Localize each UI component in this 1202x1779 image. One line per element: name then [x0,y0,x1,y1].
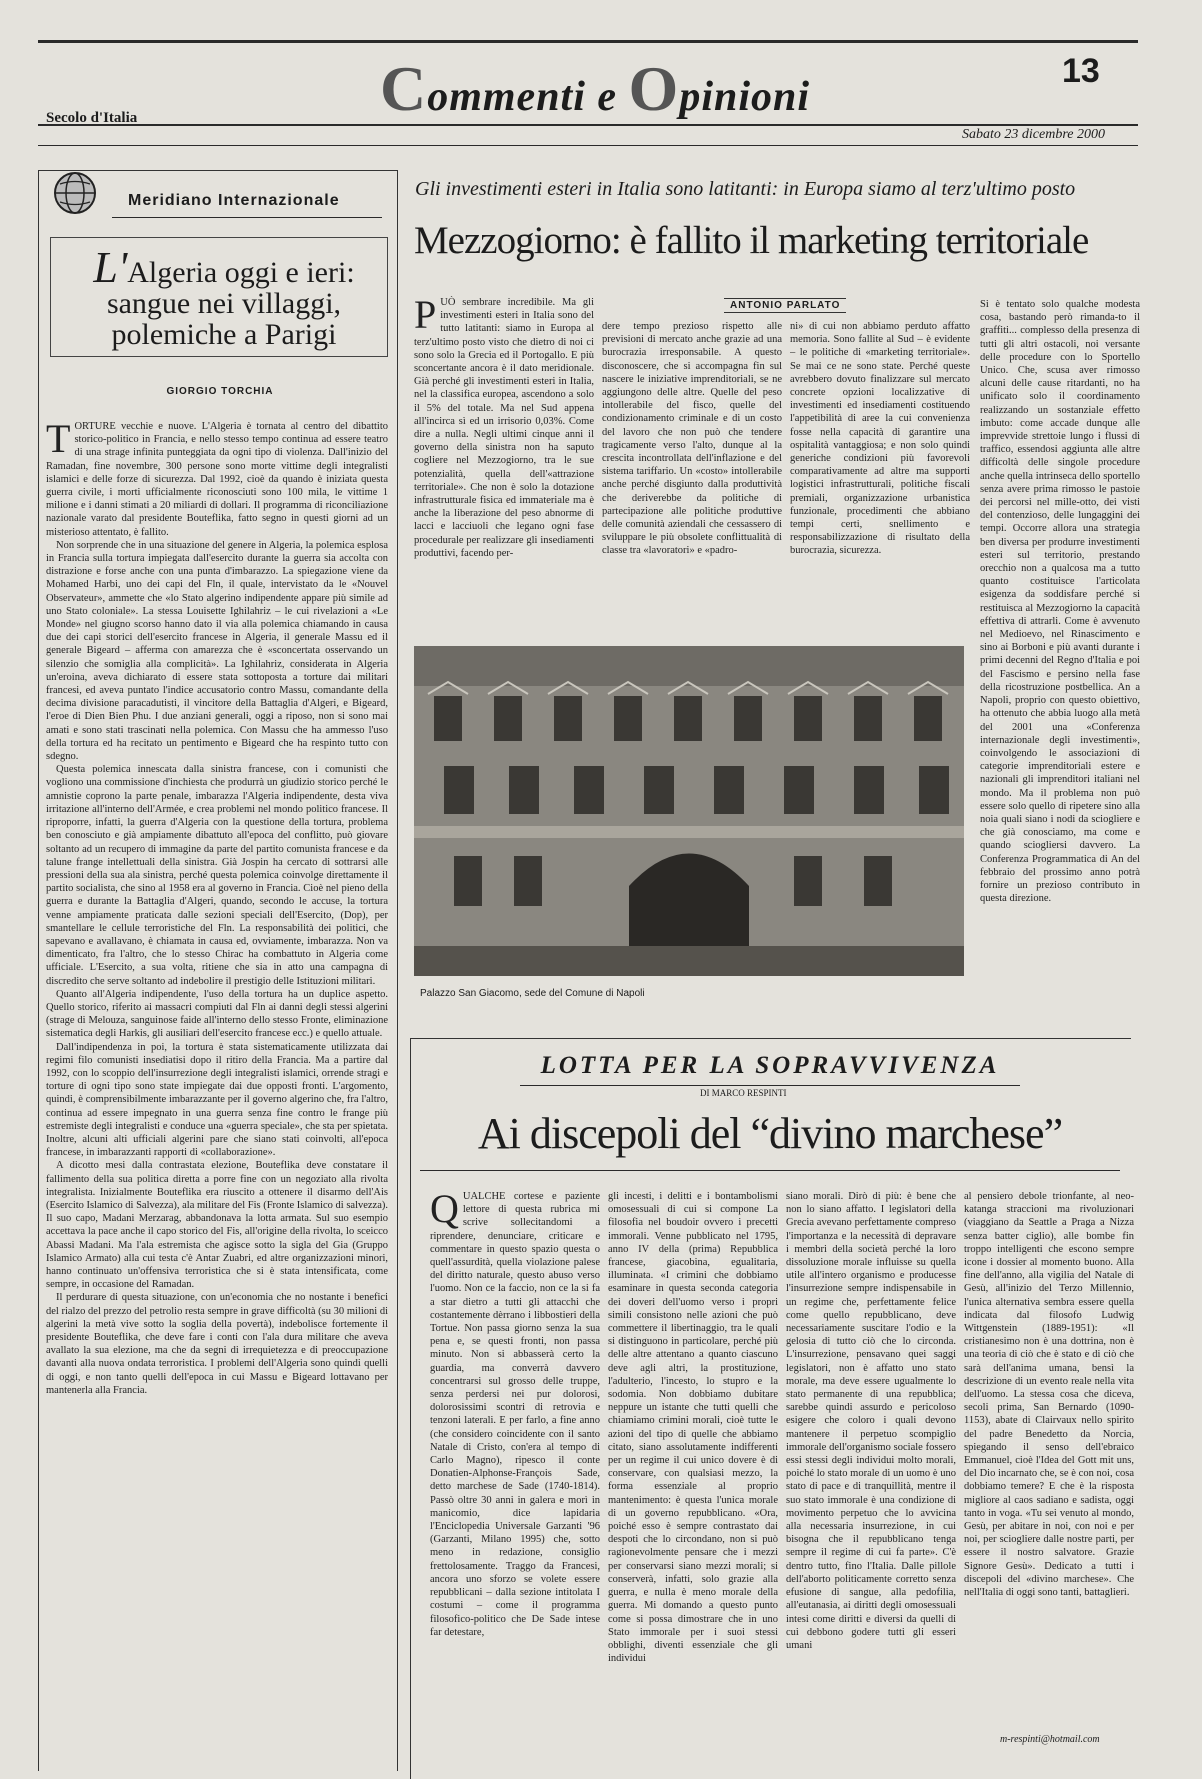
date-rule [38,145,1138,146]
mezzogiorno-col-2: dere tempo prezioso rispetto alle previsioni di mercato anche grazie ad una burocrazia irresponsabile. A questo disconoscere, che si accompagna fin sul nascere le iniziative imprenditoriali, se ne aggiungono delle altre. Quelle del peso intollerabile del fisco, quelle del condizionamento criminale e di un costo del lavoro che non può che tendere tragicamente verso l'alto, dunque al la crescita incontrollata dell'inflazione e del sistema tariffario. Un «costo» intollerabile anche perché disgiunto dalla produttività che deriverebbe da politiche di partecipazione alle politiche produttive delle comunità aziendali che cessassero di sviluppare le più obsolete conflittualità di classe tra «lavoratori» e «padro- [602,321,782,557]
algeria-headline [64,243,384,351]
lotta-col-2: gli incesti, i delitti e i bontambolismi omosessuali di cui si compone La filosofia nel boudoir ovvero i precetti immorali. Venne pubblicato nel 1795, anno IV della (prima) Repubblica francese, giacobina, egualitaria, illuminata. «I crimini che dobbiamo esaminare in questa seconda categoria dei doveri dell'uomo verso i propri simili consistono nelle azioni che può commettere il libertinaggio, tra le quali si distinguono in particolare, perché più delle altre attentano a quanto ciascuno deve agli altri, la prostituzione, l'adulterio, l'incesto, lo stupro e la sodomia. Non dobbiamo dubitare neppure un istante che tutti quelli che chiamiamo crimini morali, cioè tutte le azioni del tipo di quelle che abbiamo citato, siano assolutamente indifferenti per un regime il cui unico dovere è di conservare, con qualsiasi mezzo, la forma essenziale al proprio mantenimento: è questa l'unica morale di un governo repubblicano. «Ora, poiché esso è sempre contrastato dai despoti che lo circondano, non si può ragionevolmente pensare che i mezzi per conservarsi siano mezzi morali; si conserverà, infatti, solo grazie alla guerra, e nulla è meno morale della guerra. Mi domando a questo punto come si possa dimostrare che in uno Stato immorale per i suoi stessi obblighi, diventi essenziale che gli individui [608,1191,778,1665]
mezzogiorno-col-3: ni» di cui non abbiamo perduto affatto memoria. Sono fallite al Sud – è evidente – le politiche di «marketing territoriale». Se mai ce ne sono state. Perché queste avrebbero dovuto finalizzare sul mercato concrete opzioni localizzative di investimenti ed insediamenti costituendo l'appetibilità di aree la cui convenienza fosse nella capacità di garantire una ospitalità vantaggiosa; e non solo quindi generiche condizioni più favorevoli comparativamente ad altre ma supporti logistici infrastrutturali, politiche fiscali premiali, organizzazione urbanistica funzionale, procedimenti che abbiano tempi certi, snellimento e responsabilizzazione di risultato della burocrazia, sicurezza. [790,321,970,557]
mezzogiorno-col-4: Si è tentato solo qualche modesta cosa, bastando però rimanda-to il graffiti... complesso della presenza di tutti gli altri ostacoli, noi versante delle procedure con lo Sportello Unico. Che, scusa aver rimosso alcuni delle cause ritardanti, no ha unificato solo il coordinamento realizzando un sostanziale effetto imbuto: come accade dunque alle imprevvide strettoie lungo i flussi di traffico, essendosi aggiunta alle altre difficoltà delle singole procedure anche quella intrinseca dello sportello senza avere prima rimosso le pastoie dei percorsi nel mille-otto, dei visti del contenzioso, delle lungaggini dei tempi. Occorre allora una strategia ben diversa per produrre investimenti esteri sul territorio, prestando orecchio non a qualcosa ma a tutto quanto costituisce l'articolata esigenza da soddisfare perché si restituisca al Mezzogiorno la capacità effettiva di attrarli. Come è avvenuto nel Medioevo, nel Rinascimento e sino ai Borboni e più avanti durante i primi decenni del Regno d'Italia e poi del Fascismo e persino nella fase della ricostruzione postbellica. An a Napoli, proprio con questo obiettivo, ha ottenuto che abbia luogo alla metà del 2001 una «Conferenza internazionale degli investimenti», coinvolgendo le associazioni di categorie imprenditoriali estere e nazionali gli imprenditori italiani nel mondo. Ma il problema non può essere solo quello di ripetere sino alla noia quali siano i nodi da sciogliere e che già conosciamo, ma come e quando sciogliersi davvero. La Conferenza Programmatica di An del febbraio del prossimo anno potrà fornire un prezioso contributo in questa direzione. [980,299,1140,905]
lotta-title-rule [520,1085,1020,1086]
algeria-paragraph: Questa polemica innescata dalla sinistra francese, con i comunisti che vogliono una commissione d'inchiesta che produrrà un giudizio storico perché le amnistie coprono la parte penale, imbarazza l'Algeria indipendente, desta viva irritazione all'interno dell'Armée, e crea problemi nel mondo politico francese. Il riproporre, infatti, la guerra d'Algeria con la questione della tortura, problema ben conosciuto e già ampiamente dibattuto all'epoca del conflitto, può giovare soltanto ad un recupero di immagine da parte del partito comunista francese e da talune frange intellettuali della sinistra. Già Jospin ha cercato di sottrarsi alle pressioni della sua ala sinistra, perché questa polemica coinvolge direttamente il partito socialista, che sino al 1958 era al governo in Francia. Cioè nel pieno della guerra e durante la Battaglia d'Algeri, quando, secondo le accuse, la tortura venne ampiamente praticata dalle sezioni speciali dell'Esercito, (Dop), per smantellare le cellule terroristiche del Fln. La responsabilità dei politici, che sapevano e avallavano, è chiamata in causa ed, ovviamente, imbarazza. Non va dimenticato, fra l'altro, che lo stesso Chirac ha combattuto in Algeria come ufficiale. L'Esercito, a sua volta, ritiene che sia in atto una campagna di discredito che serve soltanto ad indebolire il prestigio delle Istituzioni militari. [46,764,388,987]
lotta-byline: DI MARCO RESPINTI [700,1088,787,1098]
masthead: Secolo d'Italia [46,110,138,126]
mezzogiorno-author: ANTONIO PARLATO [724,298,846,313]
lotta-email: m-respinti@hotmail.com [1000,1734,1100,1745]
algeria-article-body [46,420,388,1750]
algeria-paragraph: Quanto all'Algeria indipendente, l'uso della tortura ha un duplice aspetto. Quello storico, riferito ai massacri compiuti dal Fln ai danni degli stessi algerini (strage di Melouza, sanguinose faide all'interno dello stesso Fronte, eliminazione sistematica degli Harkis, gli ausiliari dell'esercito francese ecc.) e quello attuale. [46,988,388,1040]
mezzogiorno-text-1: UÒ sembrare incredibile. Ma gli investimenti esteri in Italia sono del tutto latitanti: siamo in Europa al terz'ultimo posto visto che dietro di noi ci sono solo la Grecia ed il Portogallo. E più sconcertante ancora è il dato meridionale. Già perché gli investimenti esteri in Italia, nel la classifica europea, ascendono a solo il 5% del totale. Ma nel Sud appena all'incirca sì ed un irrisorio 0,03%. Come dire a nulla. Negli ultimi cinque anni il governo della sinistra non ha saputo cogliere nel Mezzogiorno, tra le sue potenzialità, quella dell'«attrazione territoriale». Che non è solo la dotazione infrastrutturale fisica ed immateriale ma è anche la liberazione del peso abnorme di lacci e lacciuoli che legano ogni fase procedurale per realizzare gli insediamenti produttivi, facendo per- [414,297,594,559]
photo-caption: Palazzo San Giacomo, sede del Comune di Napoli [420,988,645,999]
lotta-col-1 [430,1190,600,1750]
issue-date: Sabato 23 dicembre 2000 [962,127,1105,142]
section-initial-c: C [380,53,428,124]
mezzogiorno-headline: Mezzogiorno: è fallito il marketing territoriale [414,219,1089,262]
headline-line-3: polemiche a Parigi [111,318,337,351]
mezzogiorno-dropcap: P [414,296,437,337]
lotta-col-3: siano morali. Dirò di più: è bene che non lo siano affatto. I legislatori della Grecia avevano perfettamente compreso l'importanza e la necessità di depravare i membri della società perché la loro dissoluzione morale influisse su quella utile all'intero organismo e producesse l'insurrezione sempre indispensabile in un regime che, perfettamente felice come quello repubblicano, deve necessariamente suscitare l'odio e la gelosia di tutto ciò che lo circonda. L'insurrezione, pensavano quei saggi legislatori, non è affatto uno stato morale, ma deve essere ugualmente lo stato permanente di una repubblica; sarebbe quindi assurdo e pericoloso esigere che coloro i quali devono mantenere il perpetuo scompiglio immorale dell'organismo sociale fossero essi stessi degli individui molto morali, poiché lo stato morale di un uomo è uno stato di pace e di tranquillità, mentre il suo stato immorale è una condizione di movimento perpetuo che lo avvicina alla necessaria insurrezione, in cui bisogna che il repubblicano tenga sempre il regime di cui fa parte». C'è dentro tutto, fino l'Italia. Dalle pillole dell'aborto politicamente corretto senza efusione di sangue, alla pedofilia, all'eutanasia, ai diritti degli omosessuali intesi come diritti e diversi da quelli di cui debbono godere tutti gli esseri umani [786,1191,956,1651]
algeria-paragraph: Il perdurare di questa situazione, con un'economia che no nostante i benefici del rialzo del prezzo del petrolio resta sempre in grave difficoltà (su 30 milioni di algerini la metà vive sotto la soglia della povertà), indebolisce fortemente il presidente Bouteflika, che deve fare i conti con l'ala dura militare che aveva avallato la sua elezione, ma che da segni di irrequietezza e di preoccupazione davanti alla nuova ondata terroristica. I problemi dell'Algeria sono quindi quelli di oggi, e non tanto quelli dell'epoca in cui Massu e Bigeard lottavano per mantenerla alla Francia. [46,1292,388,1396]
lotta-column-title: LOTTA PER LA SOPRAVVIVENZA [540,1052,1000,1079]
section-title [380,52,810,126]
lotta-dropcap: Q [430,1190,459,1231]
lotta-col-4: al pensiero debole trionfante, al neo-katanga straccioni ma rivoluzionari (viaggiano da Seattle a Praga a Nizza senza batter ciglio), alle bombe fin troppo intelligenti che escono sempre icone i dossier al momento buono. Alla fine dell'anno, alla vigilia del Natale di Gesù, all'inizio del Terzo Millennio, l'unica alternativa sembra essere quella indicata dal filosofo Ludwig Wittgenstein (1889-1951): «Il cristianesimo non è una dottrina, non è una teoria di ciò che è stato e di ciò che sarà dell'anima umana, bensì la descrizione di un evento reale nella vita dell'uomo. La stessa cosa che diceva, secoli prima, San Bernardo (1090-1153), abate di Clairvaux nello spirito del padre Benedetto da Norcia, spiegando il senso dell'ebraico Emmanuel, cioè l'Idea del Gott mit uns, del Dio incarnato che, se è con noi, cosa dobbiamo temere? E che è la risposta migliore al caos sadiano e sadista, oggi tanto in voga. «Tu sei venuto al mondo, Gesù, per abitare in noi, con noi e per noi, per sciogliere dalle nostre parti, per essere il nostro salvatore. Grazie Signore Gesù». Dedicato a tutti i discepoli del «divino marchese». Che nell'Italia di oggi sono tanti, battaglieri. [964,1191,1134,1599]
section-text-1: ommenti e [427,74,629,120]
headline-initial: L' [93,243,128,292]
algeria-paragraph: Dall'indipendenza in poi, la tortura è stata sistematicamente utilizzata dai regimi filo comunisti insediatisi dopo il ritiro della Francia. Ma a partire dal 1992, con lo scoppio dell'insurrezione degli integralisti islamici, orrende stragi e torture di ogni tipo sono state impiegate dai due opposti fronti. L'argomento, quindi, è comprensibilmente imbarazzante per il governo algerino che, fra l'altro, continua ad essere impegnato in una guerra senza fine contro le frange più estremiste degli integralisti e conduce una «guerra speciale», che sta per spietata. Inoltre, alcuni alti ufficiali algerini pare che siano stati coinvolti, all'epoca francese, in imbarazzanti rapporti di «collaborazione». [46,1041,388,1159]
column-label-rule [112,217,382,218]
algeria-author: GIORGIO TORCHIA [166,386,274,397]
section-text-2: pinioni [679,74,811,120]
lotta-headline: Ai discepoli del “divino marchese” [477,1109,1063,1158]
globe-icon [52,170,98,216]
column-label: Meridiano Internazionale [128,192,340,209]
algeria-paragraph: Non sorprende che in una situazione del genere in Algeria, la polemica esplosa in Francia sulla tortura impiegata dall'esercito durante la guerra sia accolta con distrazione e forse anche con una punta d'imbarazzo. La spiegazione viene da Mohamed Harbi, uno dei capi del Fln, il quale, intervistato da le «Nouvel Observateur», ammette che «lo Stato algerino indipendente appare più simile ad uno Stato coloniale». La stessa Louisette Ighilahriz – le cui rivelazioni a «Le Monde» nel giugno scorso hanno dato il via alla polemica chiamando in causa due dei capi storici dell'esercito francese in Algeria, il generale Massu ed il generale Bigeard – afferma con amarezza che è «sconcertata osservando un silenzio che somiglia alla complicità». La Ighilahriz, considerata in Algeria un'eroina, aveva dichiarato di essere stata sottoposta a torture dai militari francesi, ed aveva puntato l'indice accusatorio contro Massu, comandante della decima divisione paracadutisti, il vincitore della Battaglia d'Algeri, e Bigeard, l'eroe di Dien Bien Phu. I due anziani generali, oggi a riposo, non si sono mai amati e sono stati trascinati nella polemica. Con Massu che ha ammesso l'uso della tortura ed ha recitato un pentimento e Bigeard che ha respinto tutto con sdegno. [46,539,388,763]
algeria-paragraph: A dicotto mesi dalla contrastata elezione, Bouteflika deve constatare il fallimento della sua politica diretta a porre fine con un negoziato alla rivolta integralista. Inizialmente Bouteflika era riuscito a ottenere il disarmo dell'Ais (Esercito Islamico di Salvezza), ala militare del Fis (Fronte Islamico di salvezza). Il suo capo, Madani Merzarag, abbandonava la lotta armata. Sul suo esempio accettava la pace anche il capo storico del Fis, all'origine della rivolta, lo sceicco Abassi Madani. Ma l'ala estremista che agisce sotto la sigla del Gia (Gruppo Islamico Armato) alla cui testa c'è Antar Zuabri, ed altre organizzazioni minori, hanno continuato un'offensiva terroristica che si è stata intensificata, come sempre, in occasione del Ramadan. [46,1160,388,1291]
algeria-dropcap: T [46,420,71,461]
lotta-headline-rule [420,1170,1120,1171]
page-number: 13 [1062,52,1100,90]
lotta-text-1: UALCHE cortese e paziente lettore di questa rubrica mi scrive sollecitandomi a riprendere, denunciare, criticare e commentare in questo spazio questa o quell'assurdità, quella violazione palese del diritto naturale, questo abuso verso l'uomo. Non ce la faccio, non ce la si fa a star dietro a tutti gli attacchi che costantemente dèrrano i libbostieri della Tortue. Non passa giorno senza la sua pena e, se questi fronti, non passa minuto. Non si abbasserà certo la guardia, ma converrà davvero concentrarsi sul grosso delle truppe, senza perdersi nei pur dolorosi, dolorosissimi scontri di retrovia e tenzoni laterali. E per farlo, a fine anno (che considero coincidente con il santo Natale di Cristo, con'era al tempo di Carlo Magno), ripesco il conte Donatien-Alphonse-François Sade, detto marchese de Sade (1740-1814). Passò oltre 30 anni in galera e morì in manicomio, dice lapidaria l'Enciclopedia Universale Garzanti '96 (Garzanti, Milano 1995) che, sotto meno in redazione, consiglio frettolosamente. Traggo da Francesi, ancora uno sforzo se volete essere repubblicani – dalla sezione intitolata I costumi – come il programma filosofico-politico che De Sade intese far detestare, [430,1191,600,1638]
algeria-paragraph: ORTURE vecchie e nuove. L'Algeria è tornata al centro del dibattito storico-politico in Francia, e nello stesso tempo continua ad essere teatro di una strage infinita punteggiata da ogni tipo di violenza. Dall'inizio del Ramadan, fine novembre, 300 persone sono morte vittime degli integralisti islamici e delle forze di sicurezza. Dal 1992, cioè da quando è iniziata questa guerra civile, i morti ufficialmente riconosciuti sono 100 mila, le vittime 1 milione e i danni stimati a 20 miliardi di dollari. Il programma di riconciliazione nazionale varato dal presidente Bouteflika, fatto segno in questi giorni ad un misterioso attentato, è fallito. [46,421,388,538]
headline-line-1: Algeria oggi e ieri: [127,256,355,289]
headline-line-2: sangue nei villaggi, [106,287,342,320]
mezzogiorno-col-1 [414,296,594,636]
mezzogiorno-kicker: Gli investimenti esteri in Italia sono latitanti: in Europa siamo al terz'ultimo posto [415,178,1076,200]
top-rule [38,40,1138,43]
section-initial-o: O [628,53,680,124]
palazzo-photo [414,646,964,976]
